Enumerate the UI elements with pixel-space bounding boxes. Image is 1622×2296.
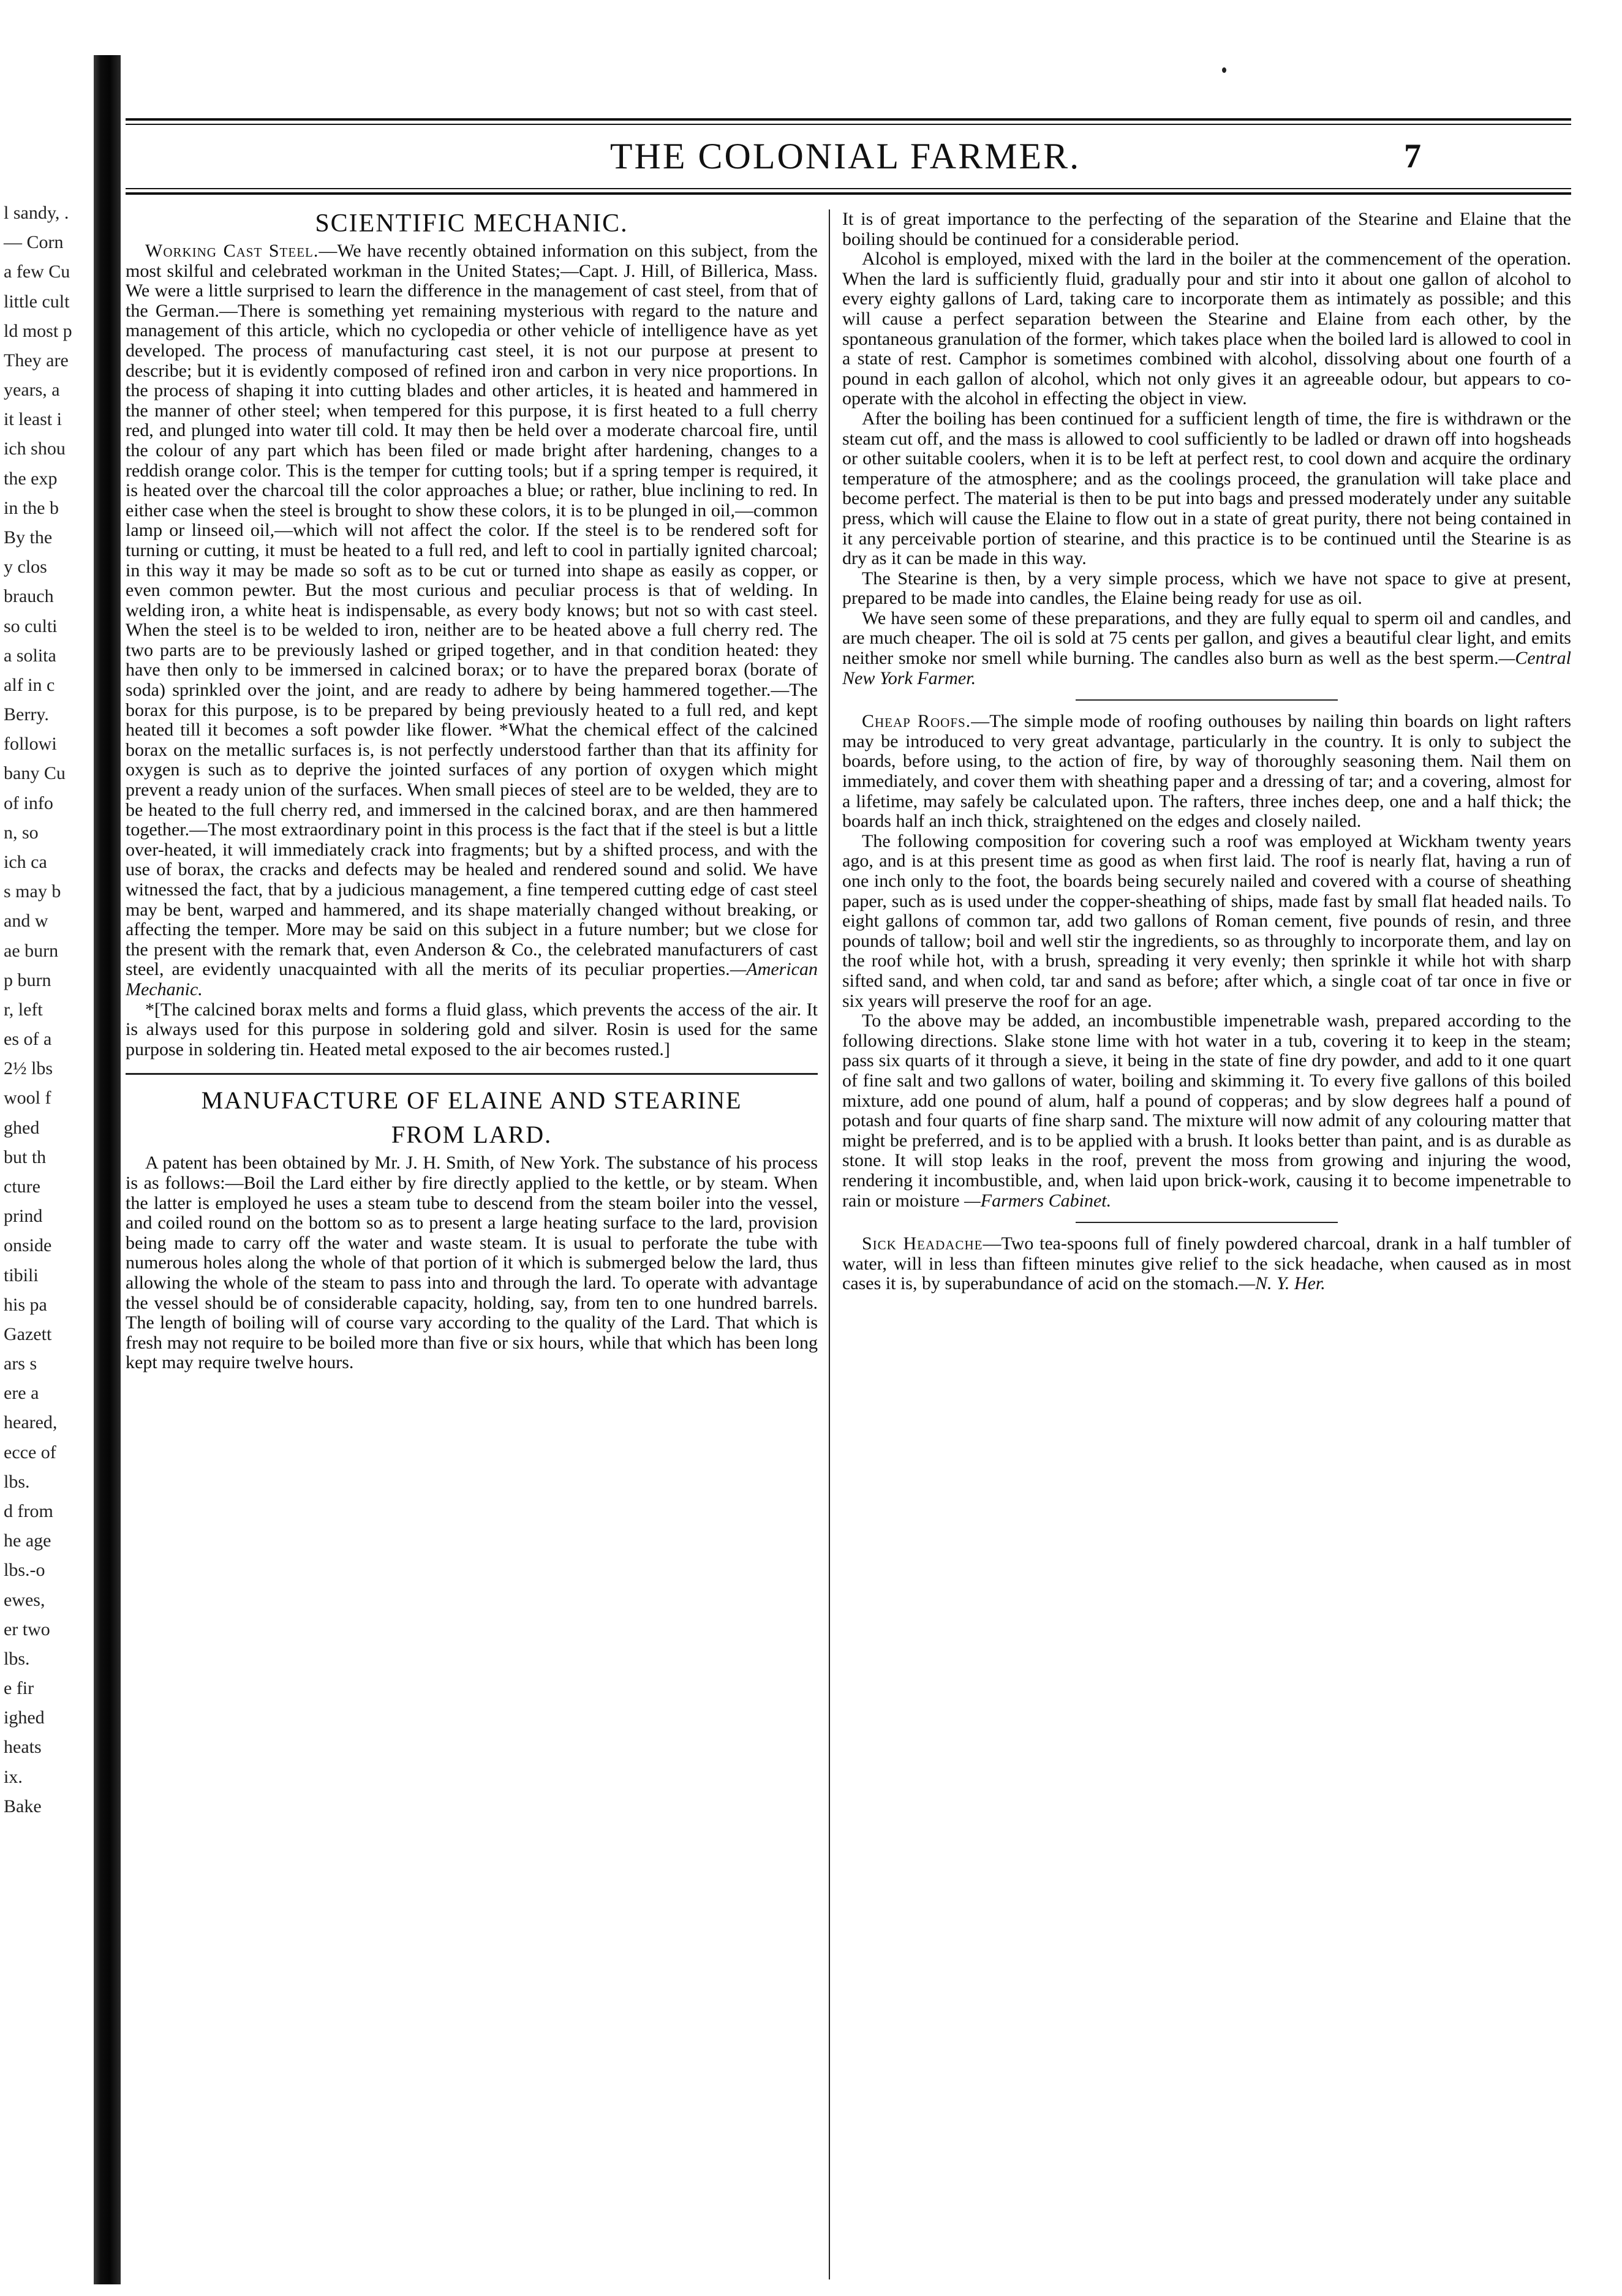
source-credit: —Farmers Cabinet. <box>964 1190 1112 1211</box>
margin-fragment: l sandy, . <box>4 203 69 223</box>
margin-fragment: lbs. <box>4 1472 30 1492</box>
article-paragraph <box>842 712 1571 832</box>
margin-fragment: so culti <box>4 616 58 636</box>
section-divider <box>1076 1222 1338 1223</box>
margin-fragment: Berry. <box>4 704 49 725</box>
page-number: 7 <box>1404 137 1421 175</box>
margin-fragment: cture <box>4 1176 40 1197</box>
article-text: —We have recently obtained information on this subject, from the most skilful and celebrated workman in the United States;—Capt. J. Hill, of Billerica, Mass. We were a little surprised to learn the difference in the management of cast steel, from that of the German.—There is something yet remaining mysterious with regard to the nature and management of this article, which no cyclopedia or other vehicle of intelligence have as yet developed. The process of manufacturing cast steel, it is not our purpose at present to describe; but it is evidently composed of refined iron and carbon in very nice proportions. In the process of shaping it into cutting blades and other articles, it is heated and hammered in the manner of other steel; when tempered for this purpose, it is first heated to a full cherry red, and plunged into water till cold. It may then be held over a moderate charcoal fire, until the colour of any part which has been filed or made bright after hardening, changes to a reddish orange color. This is the temper for cutting tools; but if a spring temper is required, it is heated over the charcoal till the color approaches a blue; or rather, blue inclining to red. In either case when the steel is brought to show these colors, it is to be plunged in oil,—common lamp or linseed oil,—which will not affect the color. If the steel is to be rendered soft for turning or cutting, it must be heated to a full red, and left to cool in partially ignited charcoal; in this way it may be made so soft as to be cut or turned into shape as easily as copper, or even common pewter. But the most curious and peculiar process is that of welding. In welding iron, a white heat is indispensable, as every body knows; but not so with cast steel. When the steel is to be welded to iron, neither are to be heated above a full cherry red. The two parts are to be previously lashed or griped together, and in that condition heated: they have then only to be immersed in calcined borax; or to have the prepared borax (borate of soda) sprinkled over the joint, and are ready to adhere by being hammered together.—The borax for this purpose, is to be prepared by being previously heated to a full red, and kept heated till it becomes a soft powder like flower. *What the chemical effect of the calcined borax on the metallic surfaces is, is not perfectly understood farther than that its affinity for oxygen is such as to deprive the jointed surfaces of any portion of oxygen which might prevent a ready union of the surfaces. When small pieces of steel are to be welded, they are to be heated to the full cherry red, and immersed in the calcined borax, and are then hammered together.—The most extraordinary point in this process is the fact that if the steel is but a little over-heated, it will immediately crack into fragments; but by a shifted process, and with the use of borax, the cracks and defects may be healed and rendered sound and solid. We have witnessed the fact, that by a judicious management, a fine tempered cutting edge of cast steel may be bent, warped and hammered, and its shape materially changed without breaking, or affecting the temper. More may be said on this subject in a future number; but we close for the present with the remark that, even Anderson & Co., the celebrated manufacturers of cast steel, are evidently unacquainted with all the merits of its peculiar properties. <box>126 241 818 980</box>
ink-speck <box>1222 67 1226 73</box>
margin-fragment: heared, <box>4 1412 58 1432</box>
margin-fragment: ars s <box>4 1353 37 1374</box>
margin-fragment: lbs. <box>4 1649 30 1669</box>
newspaper-title: THE COLONIAL FARMER. <box>609 135 1081 176</box>
source-credit: —Central New York Farmer. <box>842 648 1571 688</box>
margin-fragment: Bake <box>4 1796 42 1816</box>
masthead <box>270 132 1421 181</box>
article-paragraph: After the boiling has been continued for a sufficient length of time, the fire is withdrawn or the steam cut off, and the mass is allowed to cool sufficiently to be ladled or drawn off into hogsheads or other suitable coolers, when it is to be left at perfect rest, to cool down and acquire the ordinary temperature of the atmosphere; and as the coolings proceed, the granulation will take place and become perfect. The material is then to be put into bags and pressed moderately under any suitable press, which will cause the Elaine to flow out in a state of great purity, there not being contained in it any perceivable portion of stearine, and this practice is to be continued until the Stearine is as dry as it can be made in this way. <box>842 408 1571 569</box>
margin-fragment: ecce of <box>4 1442 56 1462</box>
masthead-bottom-rule-thick <box>126 192 1571 195</box>
margin-fragment: n, so <box>4 822 39 843</box>
section-divider <box>1076 699 1338 701</box>
margin-fragment: a few Cu <box>4 262 70 282</box>
margin-fragment: it least i <box>4 409 62 429</box>
margin-fragment: ghed <box>4 1118 40 1138</box>
margin-fragment: he age <box>4 1530 51 1551</box>
column-rule <box>829 209 830 2279</box>
article-text: To the above may be added, an incombustible impenetrable wash, prepared according to the following directions. Slake stone lime with hot water in a tub, covering it to keep in the steam; pass six quarts of it through a sieve, it being in the state of fine dry powder, and add to it one quart of fine salt and two gallons of water, boiling and skimming it. To every five gallons of this boiled mixture, add one pound of alum, half a pound of copperas; and by slow degrees half a pound of potash and four quarts of fine sharp sand. The mixture will now admit of any colouring matter that might be preferred, and is to be applied with a brush. It looks better than paint, and is as durable as stone. It will stop leaks in the roof, prevent the moss from growing and injuring the wood, rendering it incombustible, and, when laid upon brick-work, causing it to become impenetrable to rain or moisture <box>842 1011 1571 1211</box>
margin-fragment: in the b <box>4 498 59 518</box>
margin-fragment: er two <box>4 1619 50 1639</box>
margin-fragment: y clos <box>4 557 47 577</box>
margin-fragment: his pa <box>4 1295 47 1315</box>
article-paragraph <box>842 609 1571 688</box>
margin-fragment: but th <box>4 1147 47 1167</box>
margin-fragment: e fir <box>4 1678 34 1698</box>
column-right <box>842 209 1571 2279</box>
margin-fragment: es of a <box>4 1029 52 1049</box>
article-paragraph <box>126 241 818 1000</box>
margin-fragment: bany Cu <box>4 763 66 783</box>
article-paragraph <box>842 1234 1571 1294</box>
footnote: *[The calcined borax melts and forms a fluid glass, which prevents the access of the air. It is always used for this purpose in soldering gold and silver. Rosin is used for the same purpose in soldering tin. Heated metal exposed to the air becomes rusted.] <box>126 999 818 1060</box>
column-left <box>126 209 818 2279</box>
margin-fragment: little cult <box>4 292 70 312</box>
masthead-top-rule <box>126 118 1571 121</box>
margin-fragment: — Corn <box>4 232 64 252</box>
source-credit: —N. Y. Her. <box>1239 1273 1326 1294</box>
margin-fragment: and w <box>4 911 48 931</box>
binding-shadow <box>94 55 121 2284</box>
article-heading: SCIENTIFIC MECHANIC. <box>315 209 628 238</box>
margin-fragment: onside <box>4 1235 52 1255</box>
article-paragraph: Alcohol is employed, mixed with the lard in the boiler at the commencement of the operation. When the lard is sufficiently fluid, gradually pour and stir into it about one gallon of alcohol to every eighty gallons of Lard, taking care to incorporate them as intimately as possible; and this will cause a perfect separation between the Stearine and Elaine from each other, by the spontaneous granulation of the former, which takes place when the boiled lard is allowed to cool in a state of rest. Camphor is sometimes combined with alcohol, dissolving about one fourth of a pound in each gallon of alcohol, which not only gives it an agreeable odour, but appears to co-operate with the alcohol in effecting the object in view. <box>842 249 1571 409</box>
margin-fragment: prind <box>4 1206 43 1226</box>
article-text: —The simple mode of roofing outhouses by nailing thin boards on light rafters may be introduced to very great advantage, particularly in the country. It is only to subject the boards, before using, to the action of fire, by way of thoroughly seasoning them. Nail them on immediately, and cover them with sheathing paper and a dressing of tar; and a covering, almost for a lifetime, may safely be calculated upon. The rafters, three inches deep, one and a half thick; the boards half an inch thick, straightened on the edges and closely nailed. <box>842 711 1571 832</box>
margin-fragment: tibili <box>4 1265 39 1285</box>
margin-fragment: the exp <box>4 469 58 489</box>
margin-fragment: ld most p <box>4 321 72 341</box>
margin-fragment: years, a <box>4 380 60 400</box>
margin-fragment: ewes, <box>4 1590 45 1610</box>
run-in-heading: Cheap Roofs. <box>862 711 971 732</box>
run-in-heading: Working Cast Steel. <box>145 241 319 261</box>
article-paragraph <box>842 1011 1571 1211</box>
margin-fragment: brauch <box>4 586 54 606</box>
article-paragraph: A patent has been obtained by Mr. J. H. Smith, of New York. The substance of his process is as follows:—Boil the Lard either by fire directly applied to the kettle, or by steam. When the latter is employed he uses a steam tube to descend from the steam boiler into the vessel, and coiled round on the bottom so as to present a large heating surface to the lard, provision being made to carry off the water and waste steam. It is usual to perforate the tube with numerous holes along the whole of that portion of it which is submerged below the lard, thus allowing the whole of the steam to pass into and through the lard. To operate with advantage the vessel should be of considerable capacity, holding, say, from ten to one hundred barrels. The length of boiling will of course vary according to the quality of the Lard. That which is fresh may not require to be boiled more than five or six hours, while that which has been long kept may require twelve hours. <box>126 1153 818 1373</box>
margin-fragment: heats <box>4 1737 42 1757</box>
article-text: We have seen some of these preparations, and they are fully equal to sperm oil and candles, and are much cheaper. The oil is sold at 75 cents per gallon, and gives a beautiful clear light, and emits neither smoke nor smell while burning. The candles also burn as well as the best sperm. <box>842 608 1571 669</box>
article-paragraph: The Stearine is then, by a very simple process, which we have not space to give at present, prepared to be made into candles, the Elaine being ready for use as oil. <box>842 568 1571 609</box>
margin-fragment: ich shou <box>4 438 66 459</box>
margin-fragment: followi <box>4 734 57 754</box>
adjacent-page-fragment <box>0 202 92 1856</box>
article-text: —Two tea-spoons full of finely powdered charcoal, drank in a half tumbler of water, will in less than fifteen minutes give relief to the sick headache, when caused as in most cases it is, by superabundance of acid on the stomach. <box>842 1233 1571 1294</box>
masthead-top-rule-thin <box>126 124 1571 125</box>
article-paragraph: It is of great importance to the perfecting of the separation of the Stearine and Elaine that the boiling should be continued for a considerable period. <box>842 209 1571 249</box>
margin-fragment: 2½ lbs <box>4 1058 53 1078</box>
section-divider <box>126 1073 818 1075</box>
article-paragraph: The following composition for covering such a roof was employed at Wickham twenty years ago, and is at this present time as good as when first laid. The roof is nearly flat, having a run of one inch only to the foot, the boards being securely nailed and covered with a course of sheathing paper, such as is used under the copper-sheathing of ships, made fast by small flat headed nails. To eight gallons of common tar, add two gallons of Roman cement, five pounds of resin, and three pounds of tallow; boil and well stir the ingredients, so as throughly to incorporate them, and lay on the roof while hot, with a brush, spreading it very evenly; then sprinkle it while hot with sharp sifted sand, and when cold, tar and sand as before; after which, a single coat of tar once in five or six years will preserve the roof for an age. <box>842 830 1571 1011</box>
margin-fragment: lbs.-o <box>4 1560 45 1580</box>
margin-fragment: ighed <box>4 1707 45 1728</box>
masthead-bottom-rule <box>126 188 1571 189</box>
margin-fragment: a solita <box>4 646 56 666</box>
margin-fragment: They are <box>4 350 69 371</box>
margin-fragment: d from <box>4 1501 53 1521</box>
margin-fragment: s may b <box>4 881 61 901</box>
margin-fragment: ere a <box>4 1383 39 1403</box>
source-credit: —American Mechanic. <box>126 959 818 999</box>
margin-fragment: wool f <box>4 1088 51 1108</box>
article-heading: MANUFACTURE OF ELAINE AND STEARINE <box>201 1086 742 1115</box>
margin-fragment: of info <box>4 793 53 813</box>
margin-fragment: r, left <box>4 999 43 1020</box>
margin-fragment: alf in c <box>4 675 55 695</box>
margin-fragment: By the <box>4 527 53 548</box>
article-heading-line2: FROM LARD. <box>391 1121 553 1149</box>
margin-fragment: p burn <box>4 970 51 990</box>
run-in-heading: Sick Headache <box>862 1233 983 1254</box>
margin-fragment: Gazett <box>4 1324 52 1344</box>
margin-fragment: ix. <box>4 1767 23 1787</box>
margin-fragment: ae burn <box>4 941 59 961</box>
margin-fragment: ich ca <box>4 852 47 872</box>
